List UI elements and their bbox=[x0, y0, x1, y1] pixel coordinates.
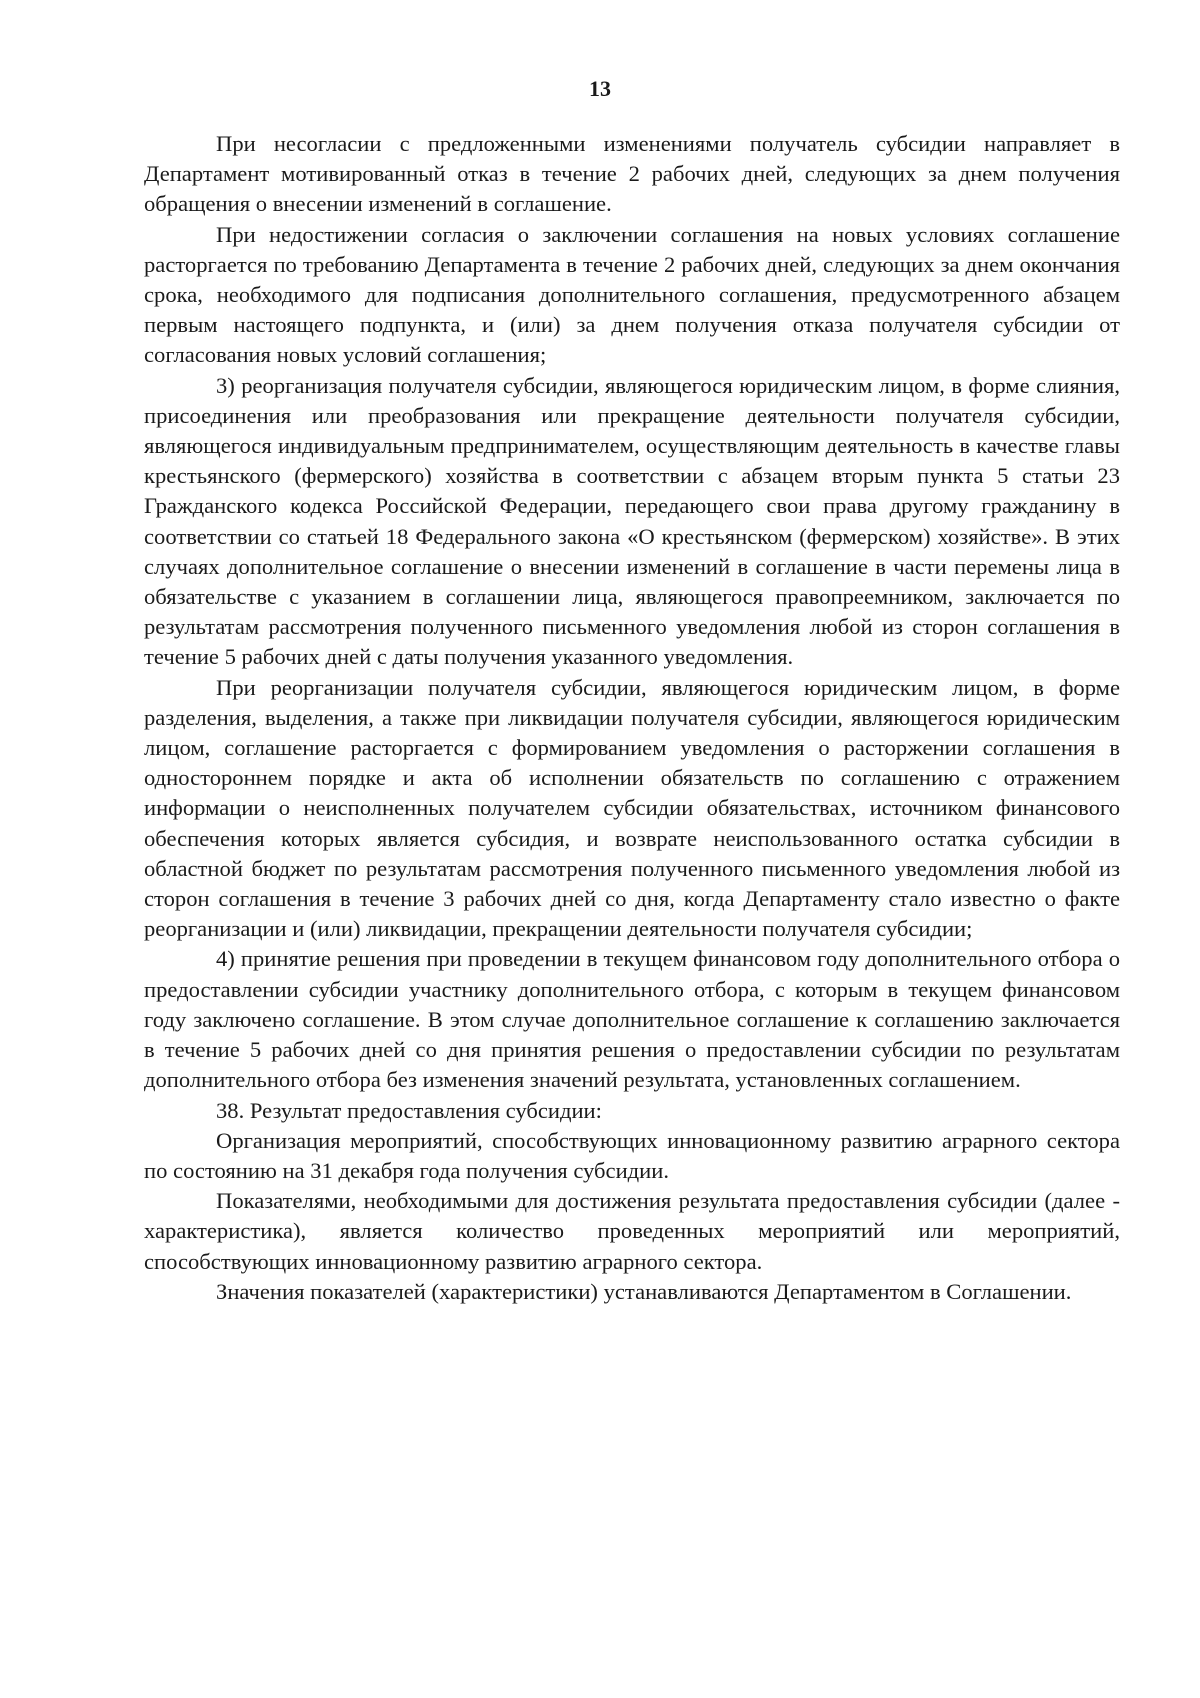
paragraph-reorganization-liquidation: При реорганизации получателя субсидии, являющегося юридическим лицом, в форме разделения, выделения, а также при ликвидации получателя субсидии, являющегося юридическим лицом, соглашение расторгается с формированием уведомления о расторжении соглашения в одностороннем порядке и акта об исполнении обязательств по соглашению с отражением информации о неисполненных получателем субсидии обязательствах, источником финансового обеспечения которых является субсидия, и возврате неиспользованного остатка субсидии в областной бюджет по результатам рассмотрения полученного письменного уведомления любой из сторон соглашения в течение 3 рабочих дней со дня, когда Департаменту стало известно о факте реорганизации и (или) ликвидации, прекращении деятельности получателя субсидии; bbox=[144, 674, 1120, 942]
paragraph-indicators: Показателями, необходимыми для достижения результата предоставления субсидии (далее - характеристика), является количество проведенных мероприятий или мероприятий, способствующих инновационному развитию аграрного сектора. bbox=[144, 1188, 1120, 1274]
paragraph-result-description: Организация мероприятий, способствующих инновационному развитию аграрного сектора по состоянию на 31 декабря года получения субсидии. bbox=[144, 1127, 1120, 1183]
paragraph-agreement-termination: При недостижении согласия о заключении соглашения на новых условиях соглашение расторгается по требованию Департамента в течение 2 рабочих дней, следующих за днем окончания срока, необходимого для подписания дополнительного соглашения, предусмотренного абзацем первым настоящего подпункта, и (или) за днем получения отказа получателя субсидии от согласования новых условий соглашения; bbox=[144, 221, 1120, 368]
paragraph-item-4-additional-selection: 4) принятие решения при проведении в текущем финансовом году дополнительного отбора о предоставлении субсидии участнику дополнительного отбора, с которым в текущем финансовом году заключено соглашение. В этом случае дополнительное соглашение к соглашению заключается в течение 5 рабочих дней со дня принятия решения о предоставлении субсидии по результатам дополнительного отбора без изменения значений результата, установленных соглашением. bbox=[144, 946, 1120, 1093]
document-body bbox=[144, 129, 1120, 1307]
paragraph-item-3-reorganization: 3) реорганизация получателя субсидии, являющегося юридическим лицом, в форме слияния, присоединения или преобразования или прекращение деятельности получателя субсидии, являющегося индивидуальным предпринимателем, осуществляющим деятельность в качестве главы крестьянского (фермерского) хозяйства в соответствии с абзацем вторым пункта 5 статьи 23 Гражданского кодекса Российской Федерации, передающего свои права другому гражданину в соответствии со статьей 18 Федерального закона «О крестьянском (фермерском) хозяйстве». В этих случаях дополнительное соглашение о внесении изменений в соглашение в части перемены лица в обязательстве с указанием в соглашении лица, являющегося правопреемником, заключается по результатам рассмотрения полученного письменного уведомления любой из сторон соглашения в течение 5 рабочих дней с даты получения указанного уведомления. bbox=[144, 372, 1120, 670]
paragraph-disagreement-refusal: При несогласии с предложенными изменениями получатель субсидии направляет в Департамент мотивированный отказ в течение 2 рабочих дней, следующих за днем получения обращения о внесении изменений в соглашение. bbox=[144, 131, 1120, 217]
paragraph-section-38-heading: 38. Результат предоставления субсидии: bbox=[216, 1097, 602, 1123]
page-number: 13 bbox=[589, 76, 611, 101]
paragraph-indicator-values: Значения показателей (характеристики) устанавливаются Департаментом в Соглашении. bbox=[216, 1278, 1072, 1304]
